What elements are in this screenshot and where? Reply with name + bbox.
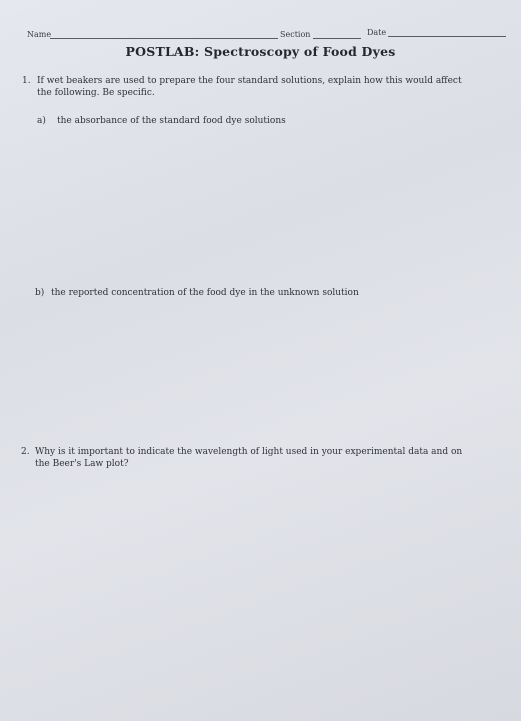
question-1a-label: a): [37, 116, 46, 126]
question-2-line-1: Why is it important to indicate the wavelength of light used in your experimental data and on: [35, 447, 463, 457]
question-2-number: 2.: [21, 447, 30, 457]
date-label: Date: [367, 28, 387, 37]
page-title: POSTLAB: Spectroscopy of Food Dyes: [125, 44, 396, 59]
question-1a-text: the absorbance of the standard food dye solutions: [57, 116, 286, 126]
name-line: [50, 38, 278, 39]
name-label: Name: [27, 30, 52, 39]
question-2-line-2: the Beer's Law plot?: [35, 459, 129, 469]
date-line: [388, 36, 506, 37]
question-1-line-1: If wet beakers are used to prepare the four standard solutions, explain how this would affect: [37, 76, 462, 86]
question-1-line-2: the following. Be specific.: [37, 88, 155, 98]
section-label: Section: [280, 30, 311, 39]
section-line: [313, 38, 361, 39]
question-1b-text: the reported concentration of the food dye in the unknown solution: [51, 288, 359, 298]
question-1-number: 1.: [22, 76, 31, 86]
question-1b-label: b): [35, 288, 45, 298]
